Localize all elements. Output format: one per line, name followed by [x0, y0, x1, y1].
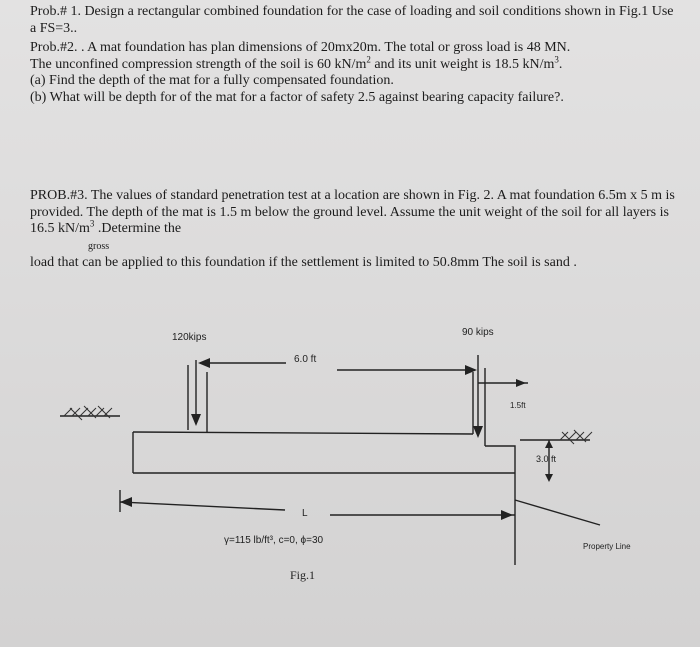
arrowhead: [545, 474, 553, 482]
problem-2-part-a: (a) Find the depth of the mat for a fully compensated foundation.: [30, 73, 394, 88]
arrowhead: [473, 426, 483, 438]
superscript: 3: [554, 53, 559, 64]
left-load-label: 120kips: [172, 332, 207, 343]
arrowhead: [516, 379, 526, 387]
problem-2-soil-text-2: and its unit weight is 18.5 kN/m: [370, 56, 555, 72]
problem-2-soil-text: The unconfined compression strength of the soil is 60 kN/m: [30, 56, 367, 72]
superscript: 3: [89, 218, 95, 229]
right-load-label: 90 kips: [462, 327, 494, 338]
ground-hatch: [64, 406, 592, 444]
footing-top: [133, 432, 473, 434]
superscript: 2: [366, 53, 371, 64]
arrowhead: [120, 497, 132, 507]
length-dim-line: [120, 502, 285, 510]
problem-2-soil-text-3: .: [558, 56, 563, 72]
arrowhead: [191, 414, 201, 426]
depth-label: 3.0 ft: [536, 454, 557, 464]
property-leader: [515, 500, 600, 525]
problem-3-text-2: .Determine the: [94, 221, 182, 236]
offset-label: 1.5ft: [510, 401, 526, 410]
property-line-label: Property Line: [583, 542, 631, 551]
arrowhead: [501, 510, 513, 520]
arrowhead: [545, 440, 553, 448]
problem-2-part-b: (b) What will be depth for of the mat for a factor of safety 2.5 against bearing capacity failure?.: [30, 89, 564, 105]
footing-right-step: [485, 446, 515, 473]
length-label: L: [302, 508, 308, 519]
problem-3-text-3: load that can be applied to this foundation if the settlement is limited to 50.8mm The soil is sand .: [30, 255, 577, 270]
spacing-label: 6.0 ft: [294, 354, 317, 365]
problem-3-text: PROB.#3. The values of standard penetration test at a location are shown in Fig. 2. A mat foundation 6.5m x 5 m is provided. The depth of the mat is 1.5 m below the ground level. Assume the unit weight of the soil for all layers is 16.5 kN/m: [30, 188, 675, 236]
arrowhead: [198, 358, 210, 368]
problem-2-statement: Prob.#2. . A mat foundation has plan dimensions of 20mx20m. The total or gross load is 48 MN.: [30, 40, 571, 55]
figure-caption: Fig.1: [290, 568, 316, 582]
problem-1-text: Prob.# 1. Design a rectangular combined foundation for the case of loading and soil conditions shown in Fig.1 Use a FS=3..: [30, 4, 674, 36]
arrowhead: [465, 365, 477, 375]
soil-properties-label: γ=115 lb/ft³, c=0, ϕ=30: [224, 535, 324, 546]
gross-annotation: gross: [88, 240, 110, 252]
